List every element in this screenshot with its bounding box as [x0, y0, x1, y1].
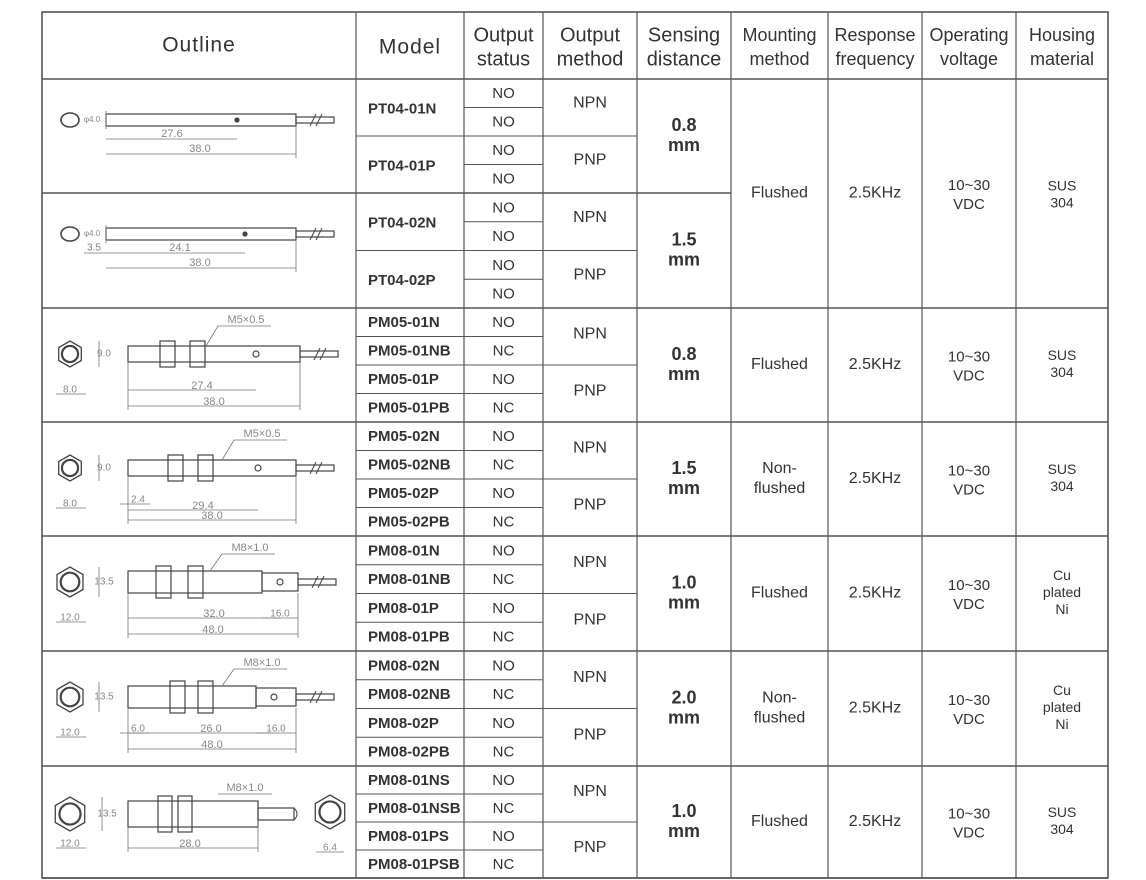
operating-voltage: 10~30	[947, 576, 991, 594]
model-name: PM08-02NB	[368, 686, 451, 704]
header-voltage_1: Operating	[929, 24, 1009, 45]
housing-material: Cu	[1053, 567, 1071, 584]
output-status: NO	[492, 85, 515, 103]
dimension-label: 32.0	[203, 607, 225, 620]
model-name: PM08-01NB	[368, 571, 451, 589]
model-name: PM05-02P	[368, 485, 439, 503]
sensing-distance: mm	[667, 134, 701, 155]
dimension-label: 8.0	[63, 498, 77, 510]
sensing-distance: mm	[667, 477, 701, 498]
thread-circle	[61, 573, 80, 592]
model-name: PM05-02NB	[368, 456, 451, 474]
output-status: NO	[492, 170, 515, 188]
model-name: PM08-01PSB	[368, 855, 460, 873]
dimension-label: 38.0	[201, 509, 223, 522]
output-method: NPN	[573, 668, 607, 686]
header-distance_1: Sensing	[647, 24, 721, 47]
sensing-distance: mm	[667, 820, 701, 841]
operating-voltage: VDC	[953, 824, 985, 842]
diameter-label: φ4.0	[83, 115, 101, 125]
model-name: PM05-02N	[368, 428, 440, 446]
cable-outline	[296, 465, 334, 471]
response-frequency: 2.5KHz	[848, 813, 902, 831]
housing-material: SUS	[1047, 461, 1077, 478]
cable-outline	[300, 351, 338, 357]
threaded-body	[128, 571, 262, 593]
dimension-label: 38.0	[203, 395, 225, 408]
thread-label: M8×1.0	[243, 656, 281, 669]
dimension-label: 16.0	[266, 723, 286, 735]
mounting-method: Non-	[762, 689, 797, 707]
output-method: NPN	[573, 553, 607, 571]
output-method: NPN	[573, 439, 607, 457]
sensing-distance: 0.8	[671, 343, 697, 364]
dimension-label: 24.1	[169, 241, 191, 254]
header-model: Model	[378, 35, 442, 59]
dimension-label: 2.4	[131, 494, 145, 506]
output-status: NO	[492, 228, 515, 246]
operating-voltage: VDC	[953, 367, 985, 385]
output-status: NO	[492, 256, 515, 274]
dimension-label: 6.0	[131, 723, 145, 735]
output-status: NC	[492, 456, 515, 474]
height-label: 9.0	[97, 348, 111, 360]
thread-label: M5×0.5	[243, 427, 281, 440]
dimension-label: 12.0	[60, 612, 80, 624]
output-status: NO	[492, 771, 515, 789]
header-method_1: Output	[559, 24, 621, 47]
model-name: PT04-01N	[368, 100, 437, 118]
cable-break-mark	[310, 691, 322, 703]
sensor-tail	[262, 573, 298, 591]
housing-material: SUS	[1047, 347, 1077, 364]
dimension-label: 28.0	[179, 837, 201, 850]
operating-voltage: 10~30	[947, 691, 991, 709]
dimension-label: 8.0	[63, 384, 77, 396]
output-method: PNP	[573, 611, 607, 629]
housing-material: SUS	[1047, 804, 1077, 821]
output-status: NC	[492, 342, 515, 360]
mounting-nut	[198, 455, 213, 481]
response-frequency: 2.5KHz	[848, 184, 902, 202]
thread-circle	[62, 346, 78, 362]
output-method: PNP	[573, 496, 607, 514]
housing-material: 304	[1050, 194, 1074, 211]
output-status: NO	[492, 285, 515, 303]
dimension-label: 38.0	[189, 256, 211, 269]
side-dimension-label: 6.4	[323, 842, 337, 854]
leader-line	[222, 440, 234, 460]
operating-voltage: 10~30	[947, 805, 991, 823]
header-status_1: Output	[473, 24, 534, 47]
output-method: NPN	[573, 783, 607, 801]
thread-circle	[59, 803, 80, 824]
thread-circle	[61, 688, 80, 707]
output-method: NPN	[573, 208, 607, 226]
dimension-label: 12.0	[60, 838, 80, 850]
dimension-label: 3.5	[87, 242, 101, 254]
sensing-distance: 1.5	[671, 457, 697, 478]
height-label: 13.5	[94, 691, 114, 703]
threaded-body	[128, 346, 300, 362]
output-status: NC	[492, 628, 515, 646]
header-distance_2: distance	[646, 48, 722, 71]
table-text	[162, 24, 1095, 873]
output-status: NO	[492, 599, 515, 617]
model-name: PM05-01P	[368, 371, 439, 389]
cable-break-mark	[314, 348, 326, 360]
housing-material: Ni	[1055, 601, 1069, 618]
operating-voltage: VDC	[953, 481, 985, 499]
threaded-body	[128, 460, 296, 476]
sensing-distance: 1.0	[671, 800, 697, 821]
dimension-label: 27.4	[191, 379, 213, 392]
header-status_2: status	[476, 48, 531, 71]
mounting-method: flushed	[753, 480, 806, 498]
output-status: NO	[492, 714, 515, 732]
output-status: NO	[492, 657, 515, 675]
led-indicator	[255, 465, 261, 471]
model-name: PM05-01PB	[368, 399, 450, 417]
output-method: NPN	[573, 325, 607, 343]
mounting-method: Non-	[762, 460, 797, 478]
housing-material: Ni	[1055, 716, 1069, 733]
output-status: NO	[492, 199, 515, 217]
header-outline: Outline	[162, 33, 236, 57]
output-status: NO	[492, 485, 515, 503]
mounting-method: flushed	[753, 709, 806, 727]
operating-voltage: 10~30	[947, 348, 991, 366]
cable-outline	[296, 694, 334, 700]
sensing-distance: 0.8	[671, 114, 697, 135]
led-dot	[242, 231, 247, 236]
sensor-tail	[258, 808, 294, 820]
thread-label: M8×1.0	[231, 541, 269, 554]
thread-label: M8×1.0	[226, 781, 264, 794]
led-indicator	[271, 694, 277, 700]
model-name: PT04-02P	[368, 272, 436, 290]
header-response_2: frequency	[835, 48, 915, 69]
header-housing_2: material	[1029, 48, 1095, 69]
housing-material: SUS	[1047, 177, 1077, 194]
output-status: NC	[492, 513, 515, 531]
diameter-label: φ4.0	[83, 229, 101, 239]
output-status: NC	[492, 686, 515, 704]
model-name: PM08-01NSB	[368, 799, 461, 817]
dimension-label: 48.0	[201, 738, 223, 751]
output-status: NC	[492, 743, 515, 761]
model-name: PM08-02P	[368, 714, 439, 732]
header-voltage_2: voltage	[939, 48, 999, 69]
output-status: NC	[492, 571, 515, 589]
output-method: PNP	[573, 839, 607, 857]
housing-material: 304	[1050, 478, 1074, 495]
cable-outline	[296, 117, 334, 123]
operating-voltage: VDC	[953, 595, 985, 613]
threaded-body	[128, 686, 256, 708]
dimension-label: 38.0	[189, 142, 211, 155]
led-dot	[234, 117, 239, 122]
response-frequency: 2.5KHz	[848, 699, 902, 717]
output-method: PNP	[573, 151, 607, 169]
cable-break-mark	[310, 228, 322, 240]
mounting-method: Flushed	[751, 813, 808, 831]
model-name: PM08-01N	[368, 542, 440, 560]
leader-line	[206, 326, 218, 346]
operating-voltage: VDC	[953, 710, 985, 728]
sensing-distance: 1.5	[671, 229, 697, 250]
model-name: PM05-02PB	[368, 513, 450, 531]
sensing-distance: 1.0	[671, 572, 697, 593]
model-name: PM08-02PB	[368, 743, 450, 761]
thread-circle	[62, 460, 78, 476]
output-status: NO	[492, 428, 515, 446]
cable-break-mark	[310, 114, 322, 126]
dimension-label: 26.0	[200, 722, 222, 735]
housing-material: 304	[1050, 364, 1074, 381]
model-name: PT04-02N	[368, 214, 437, 232]
led-indicator	[253, 351, 259, 357]
height-label: 9.0	[97, 462, 111, 474]
housing-material: 304	[1050, 821, 1074, 838]
output-status: NO	[492, 371, 515, 389]
operating-voltage: 10~30	[947, 176, 991, 194]
sensing-distance: 2.0	[671, 687, 697, 708]
model-name: PT04-01P	[368, 157, 436, 175]
operating-voltage: 10~30	[947, 462, 991, 480]
dimension-label: 16.0	[270, 608, 290, 620]
header-mounting_1: Mounting	[742, 24, 817, 45]
cable-break-mark	[310, 462, 322, 474]
header-response_1: Response	[834, 24, 916, 45]
led-indicator	[277, 579, 283, 585]
sensing-distance: mm	[667, 707, 701, 728]
end-view-circle	[61, 227, 79, 241]
response-frequency: 2.5KHz	[848, 584, 902, 602]
model-name: PM08-01PB	[368, 628, 450, 646]
mounting-nut	[190, 341, 205, 367]
dimension-label: 48.0	[202, 623, 224, 636]
model-name: PM08-01P	[368, 599, 439, 617]
output-status: NC	[492, 399, 515, 417]
dimension-label: 12.0	[60, 727, 80, 739]
threaded-body	[128, 801, 258, 827]
header-mounting_2: method	[749, 48, 810, 69]
response-frequency: 2.5KHz	[848, 470, 902, 488]
sensing-distance: mm	[667, 592, 701, 613]
height-label: 13.5	[94, 576, 114, 588]
output-status: NO	[492, 542, 515, 560]
end-view-circle	[61, 113, 79, 127]
response-frequency: 2.5KHz	[848, 356, 902, 374]
cable-break-mark	[312, 576, 324, 588]
output-status: NO	[492, 142, 515, 160]
sensor-tail	[256, 688, 296, 706]
dimension-label: 29.4	[192, 499, 214, 512]
thread-circle	[319, 801, 340, 822]
dimension-label: 27.6	[161, 127, 183, 140]
operating-voltage: VDC	[953, 195, 985, 213]
output-method: PNP	[573, 726, 607, 744]
model-name: PM05-01N	[368, 314, 440, 332]
output-status: NO	[492, 827, 515, 845]
leader-line	[210, 554, 222, 571]
sensor-body	[106, 114, 296, 126]
housing-material: plated	[1042, 699, 1082, 716]
cable-outline	[296, 231, 334, 237]
mounting-nut	[168, 455, 183, 481]
cable-outline	[298, 579, 336, 585]
sensor-body	[106, 228, 296, 240]
mounting-nut	[160, 341, 175, 367]
mounting-method: Flushed	[751, 356, 808, 374]
outline-drawings	[55, 111, 344, 854]
sensing-distance: mm	[667, 249, 701, 270]
leader-line	[222, 669, 234, 686]
model-name: PM05-01NB	[368, 342, 451, 360]
mounting-method: Flushed	[751, 184, 808, 202]
model-name: PM08-01PS	[368, 827, 449, 845]
output-method: PNP	[573, 266, 607, 284]
model-name: PM08-01NS	[368, 771, 450, 789]
sensing-distance: mm	[667, 363, 701, 384]
header-housing_1: Housing	[1028, 24, 1096, 45]
output-status: NO	[492, 113, 515, 131]
header-method_2: method	[556, 48, 624, 71]
output-status: NC	[492, 855, 515, 873]
output-status: NO	[492, 314, 515, 332]
output-method: PNP	[573, 382, 607, 400]
housing-material: Cu	[1053, 682, 1071, 699]
model-name: PM08-02N	[368, 657, 440, 675]
mounting-method: Flushed	[751, 584, 808, 602]
height-label: 13.5	[97, 808, 117, 820]
output-status: NC	[492, 799, 515, 817]
output-method: NPN	[573, 94, 607, 112]
thread-label: M5×0.5	[227, 313, 265, 326]
housing-material: plated	[1042, 584, 1082, 601]
